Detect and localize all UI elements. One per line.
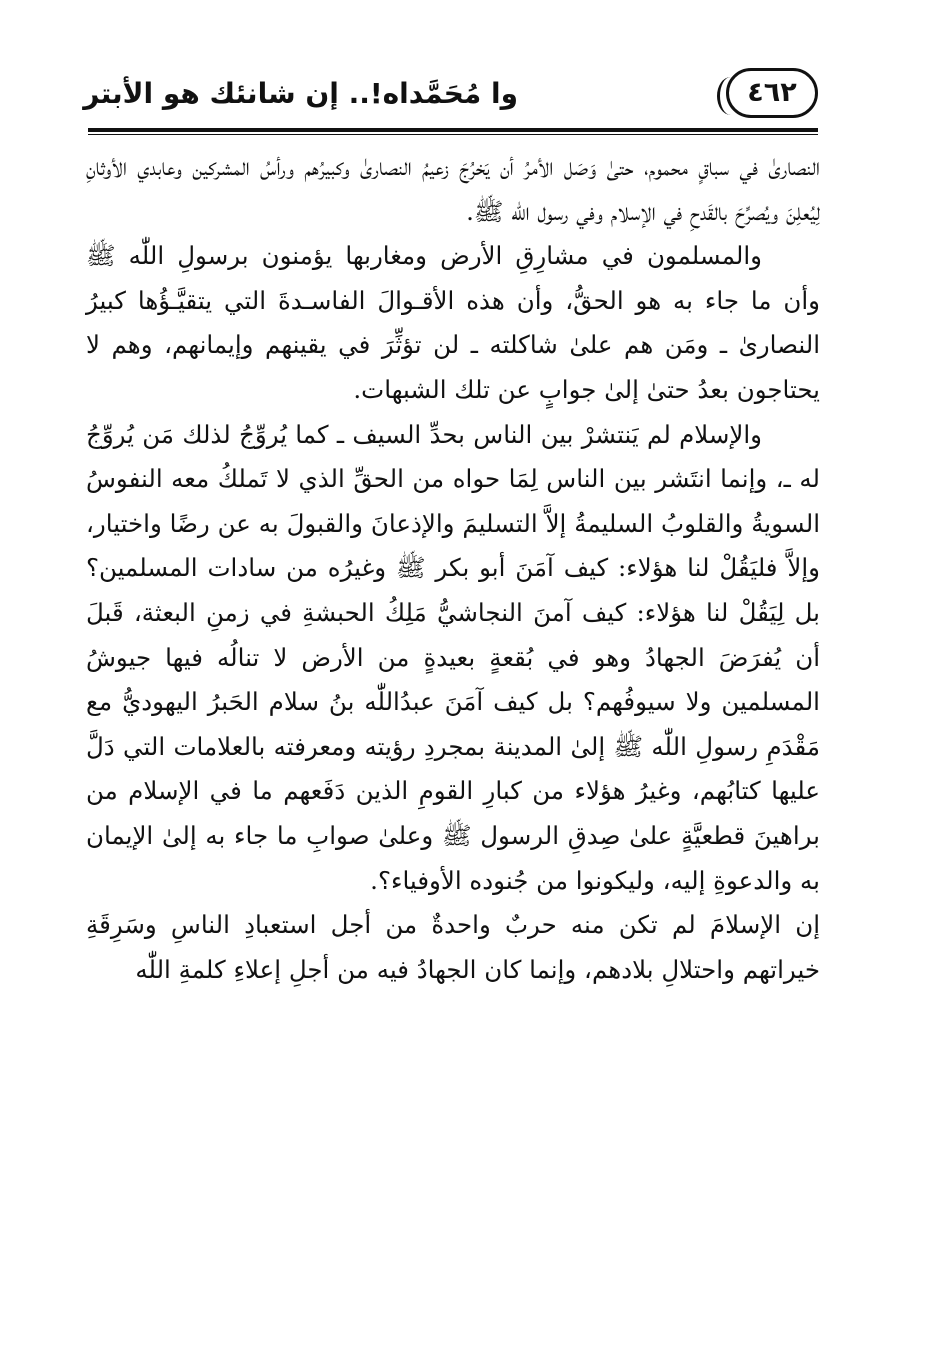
page-header — [83, 62, 818, 132]
paragraph-2: والمسلمون في مشارِقِ الأرض ومغاربها يؤمنون برسولِ اللّٰه ﷺ وأن ما جاء به هو الحقُّ، وأن هذه الأقـوالَ الفاسـدةَ التي يتقيَّـؤُها كبيرُ النصارىٰ ـ ومَن هم علىٰ شاكلته ـ لن تؤثِّرَ في يقينهم وإيمانهم، وهم لا يحتاجون بعدُ حتىٰ إلىٰ جوابٍ عن تلك الشبهات. — [86, 241, 820, 404]
page-number: ٤٦٢ — [747, 77, 797, 108]
page-number-badge — [726, 68, 818, 118]
paragraph-3: والإسلام لم يَنتشرْ بين الناس بحدِّ السيف ـ كما يُروِّجُ لذلك مَن يُروِّجُ له ـ، وإنما انتَشر بين الناس لِمَا حواه من الحقِّ الذي لا تَملكُ معه النفوسُ السويةُ والقلوبُ السليمةُ إلاَّ التسليمَ والإذعانَ والقبولَ به عن رضًا واختيار، وإلاَّ فليَقُلْ لنا هؤلاء: كيف آمَنَ أبو بكر ﷺ وغيرُه من سادات المسلمين؟ بل لِيَقُلْ لنا هؤلاء: كيف آمنَ النجاشيُّ مَلِكُ الحبشةِ في زمنِ البعثة، قَبلَ أن يُفرَضَ الجهادُ وهو في بُقعةٍ بعيدةٍ من الأرض لا تنالُه فيها جيوشُ المسلمين ولا سيوفُهم؟ بل كيف آمَنَ عبدُاللّٰه بنُ سلام الحَبرُ اليهوديُّ مع مَقْدَمِ رسولِ اللّٰه ﷺ إلىٰ المدينة بمجردِ رؤيته ومعرفته بالعلامات التي دَلَّ عليها كتابُهم، وغيرُ هؤلاء من كبارِ القومِ الذين دَفَعهم ما في الإسلام من براهينَ قطعيَّةٍ علىٰ صِدقِ الرسول ﷺ وعلىٰ صوابِ ما جاء به إلىٰ الإيمان به والدعوةِ إليه، وليكونوا من جُنوده الأوفياء؟. — [86, 419, 820, 895]
body-text — [86, 145, 820, 992]
paragraph-1: النصارىٰ في سباقٍ محموم، حتىٰ وَصَل الأمرُ أن يَخرُجَ زعيمُ النصارىٰ وكبيرُهم ورأسُ المشركين وعابدي الأوثانِ لِيُعلِنَ ويُصرِّحَ بالقَدحِ في الإسلام وفي رسول اللّٰه ﷺ. — [86, 152, 820, 226]
paragraph-4: إن الإسلامَ لم تكن منه حربٌ واحدةٌ من أجل استعبادِ الناسِ وسَرِقَةِ خيراتهم واحتلالِ بلادهم، وإنما كان الجهادُ فيه من أجلِ إعلاءِ كلمةِ اللّٰه — [86, 910, 820, 984]
running-title: وا مُحَمَّداه!.. إن شانئك هو الأبتر — [83, 77, 518, 110]
header-divider — [88, 128, 818, 132]
